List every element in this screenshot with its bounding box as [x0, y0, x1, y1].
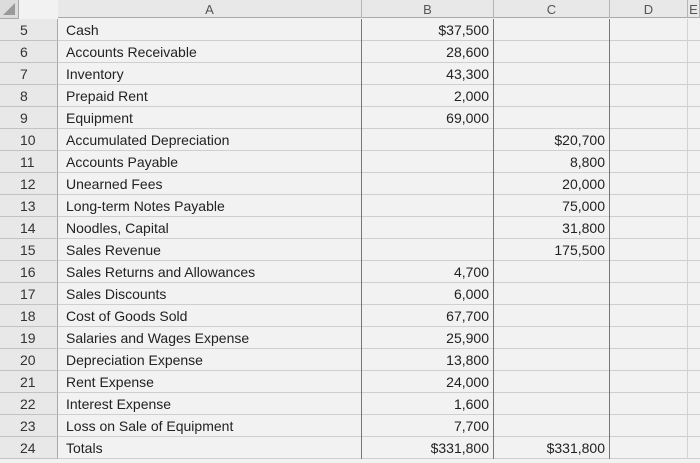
empty-cell-e[interactable]: [688, 85, 700, 107]
debit-cell[interactable]: $37,500: [362, 19, 494, 41]
credit-cell[interactable]: [494, 283, 610, 305]
credit-cell[interactable]: 20,000: [494, 173, 610, 195]
debit-cell[interactable]: 1,600: [362, 393, 494, 415]
row-header[interactable]: 5: [0, 19, 58, 41]
debit-cell[interactable]: 28,600: [362, 41, 494, 63]
account-name-cell[interactable]: Depreciation Expense: [58, 349, 362, 371]
empty-cell-d[interactable]: [610, 19, 688, 41]
empty-cell-e[interactable]: [688, 107, 700, 129]
empty-cell-e[interactable]: [688, 327, 700, 349]
table-row: [58, 393, 700, 415]
empty-cell-e[interactable]: [688, 437, 700, 459]
account-name-cell[interactable]: Loss on Sale of Equipment: [58, 415, 362, 437]
account-name-cell[interactable]: Totals: [58, 437, 362, 459]
empty-cell-d[interactable]: [610, 63, 688, 85]
account-name-cell[interactable]: Interest Expense: [58, 393, 362, 415]
table-row: [58, 129, 700, 151]
table-row: [58, 41, 700, 63]
row-header[interactable]: 24: [0, 437, 58, 459]
table-row: [58, 173, 700, 195]
select-all-icon: [3, 3, 15, 15]
credit-cell[interactable]: [494, 349, 610, 371]
empty-cell-e[interactable]: [688, 41, 700, 63]
account-name-cell[interactable]: Sales Revenue: [58, 239, 362, 261]
account-name-cell[interactable]: Equipment: [58, 107, 362, 129]
empty-cell-e[interactable]: [688, 305, 700, 327]
debit-cell[interactable]: 25,900: [362, 327, 494, 349]
empty-cell-e[interactable]: [688, 173, 700, 195]
empty-cell-d[interactable]: [610, 393, 688, 415]
empty-cell-d[interactable]: [610, 239, 688, 261]
debit-cell[interactable]: 43,300: [362, 63, 494, 85]
empty-cell-e[interactable]: [688, 195, 700, 217]
debit-cell[interactable]: [362, 239, 494, 261]
column-header-a[interactable]: A: [58, 0, 362, 18]
account-name-cell[interactable]: Long-term Notes Payable: [58, 195, 362, 217]
empty-cell-e[interactable]: [688, 19, 700, 41]
row-header[interactable]: 8: [0, 85, 58, 107]
account-name-cell[interactable]: Cost of Goods Sold: [58, 305, 362, 327]
empty-cell-d[interactable]: [610, 261, 688, 283]
row-header[interactable]: 12: [0, 173, 58, 195]
empty-cell-d[interactable]: [610, 129, 688, 151]
empty-cell-d[interactable]: [610, 41, 688, 63]
credit-cell[interactable]: $20,700: [494, 129, 610, 151]
debit-cell[interactable]: 2,000: [362, 85, 494, 107]
row-header[interactable]: 21: [0, 371, 58, 393]
row-header[interactable]: 14: [0, 217, 58, 239]
empty-cell-d[interactable]: [610, 415, 688, 437]
empty-cell-e[interactable]: [688, 217, 700, 239]
empty-cell-d[interactable]: [610, 173, 688, 195]
credit-cell[interactable]: [494, 41, 610, 63]
row-header[interactable]: 6: [0, 41, 58, 63]
row-header[interactable]: 11: [0, 151, 58, 173]
table-row: [58, 261, 700, 283]
empty-cell-d[interactable]: [610, 371, 688, 393]
account-name-cell[interactable]: Sales Discounts: [58, 283, 362, 305]
select-all-corner[interactable]: [0, 0, 19, 19]
table-row: [58, 63, 700, 85]
empty-cell-d[interactable]: [610, 85, 688, 107]
empty-cell-d[interactable]: [610, 107, 688, 129]
row-header[interactable]: 7: [0, 63, 58, 85]
credit-cell[interactable]: [494, 305, 610, 327]
debit-cell[interactable]: [362, 195, 494, 217]
empty-cell-d[interactable]: [610, 283, 688, 305]
empty-cell-e[interactable]: [688, 63, 700, 85]
table-row: [58, 19, 700, 41]
table-row: [58, 371, 700, 393]
column-header-c[interactable]: C: [494, 0, 610, 18]
table-row: [58, 151, 700, 173]
credit-cell[interactable]: [494, 327, 610, 349]
table-row: [58, 217, 700, 239]
empty-cell-d[interactable]: [610, 437, 688, 459]
debit-cell[interactable]: 13,800: [362, 349, 494, 371]
table-row: [58, 283, 700, 305]
account-name-cell[interactable]: Rent Expense: [58, 371, 362, 393]
row-header[interactable]: 13: [0, 195, 58, 217]
empty-cell-d[interactable]: [610, 217, 688, 239]
row-header[interactable]: 9: [0, 107, 58, 129]
debit-cell[interactable]: 67,700: [362, 305, 494, 327]
account-name-cell[interactable]: Cash: [58, 19, 362, 41]
empty-cell-d[interactable]: [610, 327, 688, 349]
empty-cell-e[interactable]: [688, 129, 700, 151]
row-header[interactable]: 16: [0, 261, 58, 283]
account-name-cell[interactable]: Salaries and Wages Expense: [58, 327, 362, 349]
row-header[interactable]: 23: [0, 415, 58, 437]
debit-cell[interactable]: 6,000: [362, 283, 494, 305]
empty-cell-e[interactable]: [688, 371, 700, 393]
empty-cell-d[interactable]: [610, 349, 688, 371]
credit-cell[interactable]: [494, 19, 610, 41]
empty-cell-e[interactable]: [688, 393, 700, 415]
row-header[interactable]: 15: [0, 239, 58, 261]
empty-cell-e[interactable]: [688, 283, 700, 305]
debit-cell[interactable]: 4,700: [362, 261, 494, 283]
column-header-d[interactable]: D: [610, 0, 688, 18]
debit-cell[interactable]: 24,000: [362, 371, 494, 393]
credit-cell[interactable]: [494, 85, 610, 107]
table-row: [58, 437, 700, 459]
debit-cell[interactable]: [362, 129, 494, 151]
empty-cell-d[interactable]: [610, 305, 688, 327]
credit-cell[interactable]: [494, 393, 610, 415]
debit-cell[interactable]: [362, 217, 494, 239]
table-row: [58, 327, 700, 349]
debit-cell[interactable]: 69,000: [362, 107, 494, 129]
account-name-cell[interactable]: Accounts Receivable: [58, 41, 362, 63]
table-row: [58, 239, 700, 261]
account-name-cell[interactable]: Prepaid Rent: [58, 85, 362, 107]
credit-cell[interactable]: 175,500: [494, 239, 610, 261]
account-name-cell[interactable]: Accumulated Depreciation: [58, 129, 362, 151]
credit-cell[interactable]: 8,800: [494, 151, 610, 173]
row-header[interactable]: 17: [0, 283, 58, 305]
account-name-cell[interactable]: Accounts Payable: [58, 151, 362, 173]
empty-cell-d[interactable]: [610, 195, 688, 217]
column-header-e[interactable]: E: [688, 0, 700, 18]
debit-cell[interactable]: 7,700: [362, 415, 494, 437]
row-header[interactable]: 18: [0, 305, 58, 327]
account-name-cell[interactable]: Sales Returns and Allowances: [58, 261, 362, 283]
account-name-cell[interactable]: Noodles, Capital: [58, 217, 362, 239]
row-header[interactable]: 22: [0, 393, 58, 415]
credit-cell[interactable]: 31,800: [494, 217, 610, 239]
empty-cell-e[interactable]: [688, 151, 700, 173]
account-name-cell[interactable]: Unearned Fees: [58, 173, 362, 195]
table-row: [58, 415, 700, 437]
column-header-b[interactable]: B: [362, 0, 494, 18]
credit-cell[interactable]: [494, 415, 610, 437]
table-row: [58, 195, 700, 217]
table-row: [58, 85, 700, 107]
table-row: [58, 349, 700, 371]
credit-cell[interactable]: $331,800: [494, 437, 610, 459]
table-row: [58, 305, 700, 327]
row-header[interactable]: 20: [0, 349, 58, 371]
credit-cell[interactable]: 75,000: [494, 195, 610, 217]
empty-cell-e[interactable]: [688, 415, 700, 437]
empty-cell-e[interactable]: [688, 349, 700, 371]
empty-cell-e[interactable]: [688, 239, 700, 261]
empty-cell-d[interactable]: [610, 151, 688, 173]
credit-cell[interactable]: [494, 261, 610, 283]
account-name-cell[interactable]: Inventory: [58, 63, 362, 85]
credit-cell[interactable]: [494, 63, 610, 85]
debit-cell[interactable]: $331,800: [362, 437, 494, 459]
debit-cell[interactable]: [362, 151, 494, 173]
row-header[interactable]: 10: [0, 129, 58, 151]
credit-cell[interactable]: [494, 107, 610, 129]
row-header[interactable]: 19: [0, 327, 58, 349]
table-row: [58, 107, 700, 129]
empty-cell-e[interactable]: [688, 261, 700, 283]
debit-cell[interactable]: [362, 173, 494, 195]
credit-cell[interactable]: [494, 371, 610, 393]
